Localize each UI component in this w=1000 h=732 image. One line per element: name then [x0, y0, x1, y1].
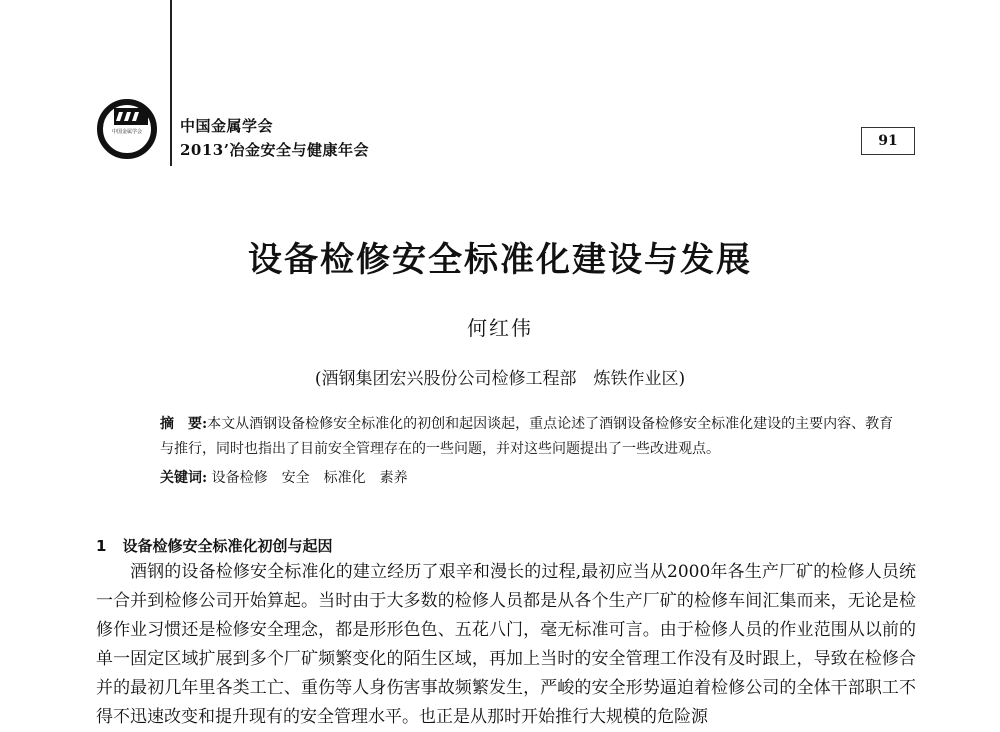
- conference-name: 2013’冶金安全与健康年会: [180, 141, 369, 159]
- header-divider-line: [170, 0, 172, 166]
- abstract: [136, 412, 896, 462]
- abstract-label: 摘 要:: [160, 416, 208, 432]
- abstract-text: 本文从酒钢设备检修安全标准化的初创和起因谈起，重点论述了酒钢设备检修安全标准化建设的主要内容、教育与推行，同时也指出了目前安全管理存在的一些问题，并对这些问题提出了一些改进观点。: [160, 416, 894, 457]
- page-number: 91: [861, 127, 915, 155]
- author-affiliation: (酒钢集团宏兴股份公司检修工程部 炼铁作业区): [314, 369, 686, 389]
- org-name: 中国金属学会: [180, 117, 274, 135]
- header-org-block: [180, 114, 369, 162]
- section-title: 设备检修安全标准化初创与起因: [122, 537, 333, 555]
- keywords-line: [160, 467, 408, 487]
- section-body: [96, 558, 916, 732]
- keywords-label: 关键词:: [160, 470, 208, 486]
- section-heading: [96, 535, 332, 556]
- csm-logo-icon: [96, 98, 158, 160]
- body-paragraph: 酒钢的设备检修安全标准化的建立经历了艰辛和漫长的过程,最初应当从2000年各生产厂矿的检修人员统一合并到检修公司开始算起。当时由于大多数的检修人员都是从各个生产厂矿的检修车间汇集而来，无论是检修作业习惯还是检修安全理念，都是形形色色、五花八门，毫无标准可言。由于检修人员的作业范围从以前的单一固定区域扩展到多个厂矿频繁变化的陌生区域，再加上当时的安全管理工作没有及时跟上，导致在检修合并的最初几年里各类工亡、重伤等人身伤害事故频繁发生，严峻的安全形势逼迫着检修公司的全体干部职工不得不迅速改变和提升现有的安全管理水平。也正是从那时开始推行大规模的危险源: [96, 562, 916, 727]
- logo-text: 中国金属学会: [111, 129, 143, 135]
- paper-title: 设备检修安全标准化建设与发展: [248, 240, 752, 280]
- section-number: 1: [96, 537, 107, 555]
- keywords-values: 设备检修 安全 标准化 素养: [211, 470, 408, 486]
- author-name: 何红伟: [467, 316, 533, 340]
